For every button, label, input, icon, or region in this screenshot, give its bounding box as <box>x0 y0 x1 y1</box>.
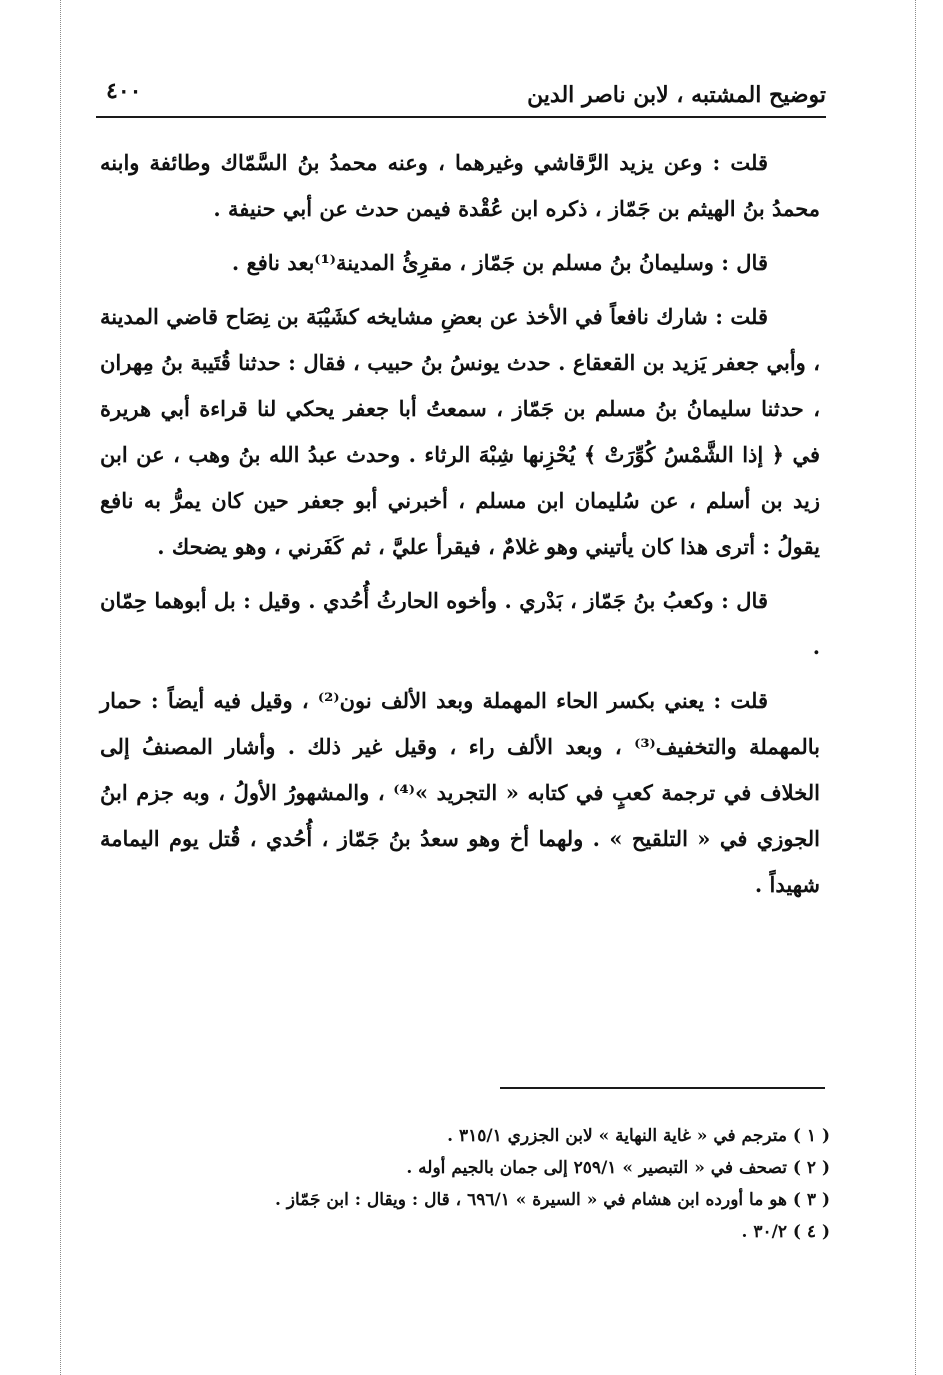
footnote-4: ( ٤ ) ٣٠/٢ . <box>741 1222 830 1242</box>
page-header <box>96 76 826 118</box>
page-number: ٤٠٠ <box>106 78 142 104</box>
footnote-divider <box>500 1087 825 1089</box>
paragraph-3: قلت : شارك نافعاً في الأخذ عن بعضِ مشايخه كشَيْبَة بن نِصَاح قاضي المدينة ، وأبي جعفر يَزيد بن القعقاع . حدث يونسُ بنُ حبيب ، فقال : حدثنا قُتَيبة بنُ مِهران ، حدثنا سليمانُ بنُ مسلم بن جَمّاز ، سمعتُ أبا جعفر يحكي لنا قراءة أبي هريرة في ﴿ إذا الشَّمْسُ كُوِّرَتْ ﴾ يُحْزِنها شِبْهَ الرثاء . وحدث عبدُ الله بنُ وهب ، عن ابن زيد بن أسلم ، عن سُليمان ابن مسلم ، أخبرني أبو جعفر حين كان يمرُّ به نافع يقولُ : أترى هذا كان يأتيني وهو غلامٌ ، فيقرأ عليَّ ، ثم كَفَرني ، وهو يضحك . <box>100 304 820 559</box>
paragraph-5: قلت : يعني بكسر الحاء المهملة وبعد الألف نون⁽²⁾ ، وقيل فيه أيضاً : حمار بالمهملة والتخفيف⁽³⁾ ، وبعد الألف راء ، وقيل غير ذلك . وأشار المصنفُ إلى الخلاف في ترجمة كعبٍ في كتابه « التجريد »⁽⁴⁾ ، والمشهورُ الأولُ ، وبه جزم ابنُ الجوزي في « التلقيح » . ولهما أخ وهو سعدُ بنُ جَمّاز ، أُحُدي ، قُتل يوم اليمامة شهيداً . <box>100 688 820 897</box>
footnotes <box>100 1120 830 1248</box>
footnote-1: ( ١ ) مترجم في « غاية النهاية » لابن الجزري ٣١٥/١ . <box>447 1126 830 1146</box>
footnote-3: ( ٣ ) هو ما أورده ابن هشام في « السيرة » ٦٩٦/١ ، قال : ويقال : ابن جَمّاز . <box>274 1190 830 1210</box>
scan-mark-left <box>60 0 61 1375</box>
running-title: توضيح المشتبه ، لابن ناصر الدين <box>527 82 826 108</box>
main-text <box>100 140 820 916</box>
paragraph-2: قال : وسليمانُ بنُ مسلم بن جَمّاز ، مقرِئُ المدينة⁽¹⁾بعد نافع . <box>231 250 768 275</box>
paragraph-4: قال : وكعبُ بنُ جَمّاز ، بَدْري . وأخوه الحارثُ أُحُدي . وقيل : بل أبوهما حِمّان . <box>100 588 820 659</box>
paragraph-1: قلت : وعن يزيد الرَّقاشي وغيرهما ، وعنه محمدُ بنُ السَّمّاك وطائفة وابنه محمدُ بنُ الهيثم بن جَمّاز ، ذكره ابن عُقْدة فيمن حدث عن أبي حنيفة . <box>100 150 820 221</box>
scan-mark-right <box>915 0 916 1375</box>
footnote-2: ( ٢ ) تصحف في « التبصير » ٢٥٩/١ إلى جمان بالجيم أوله . <box>406 1158 830 1178</box>
